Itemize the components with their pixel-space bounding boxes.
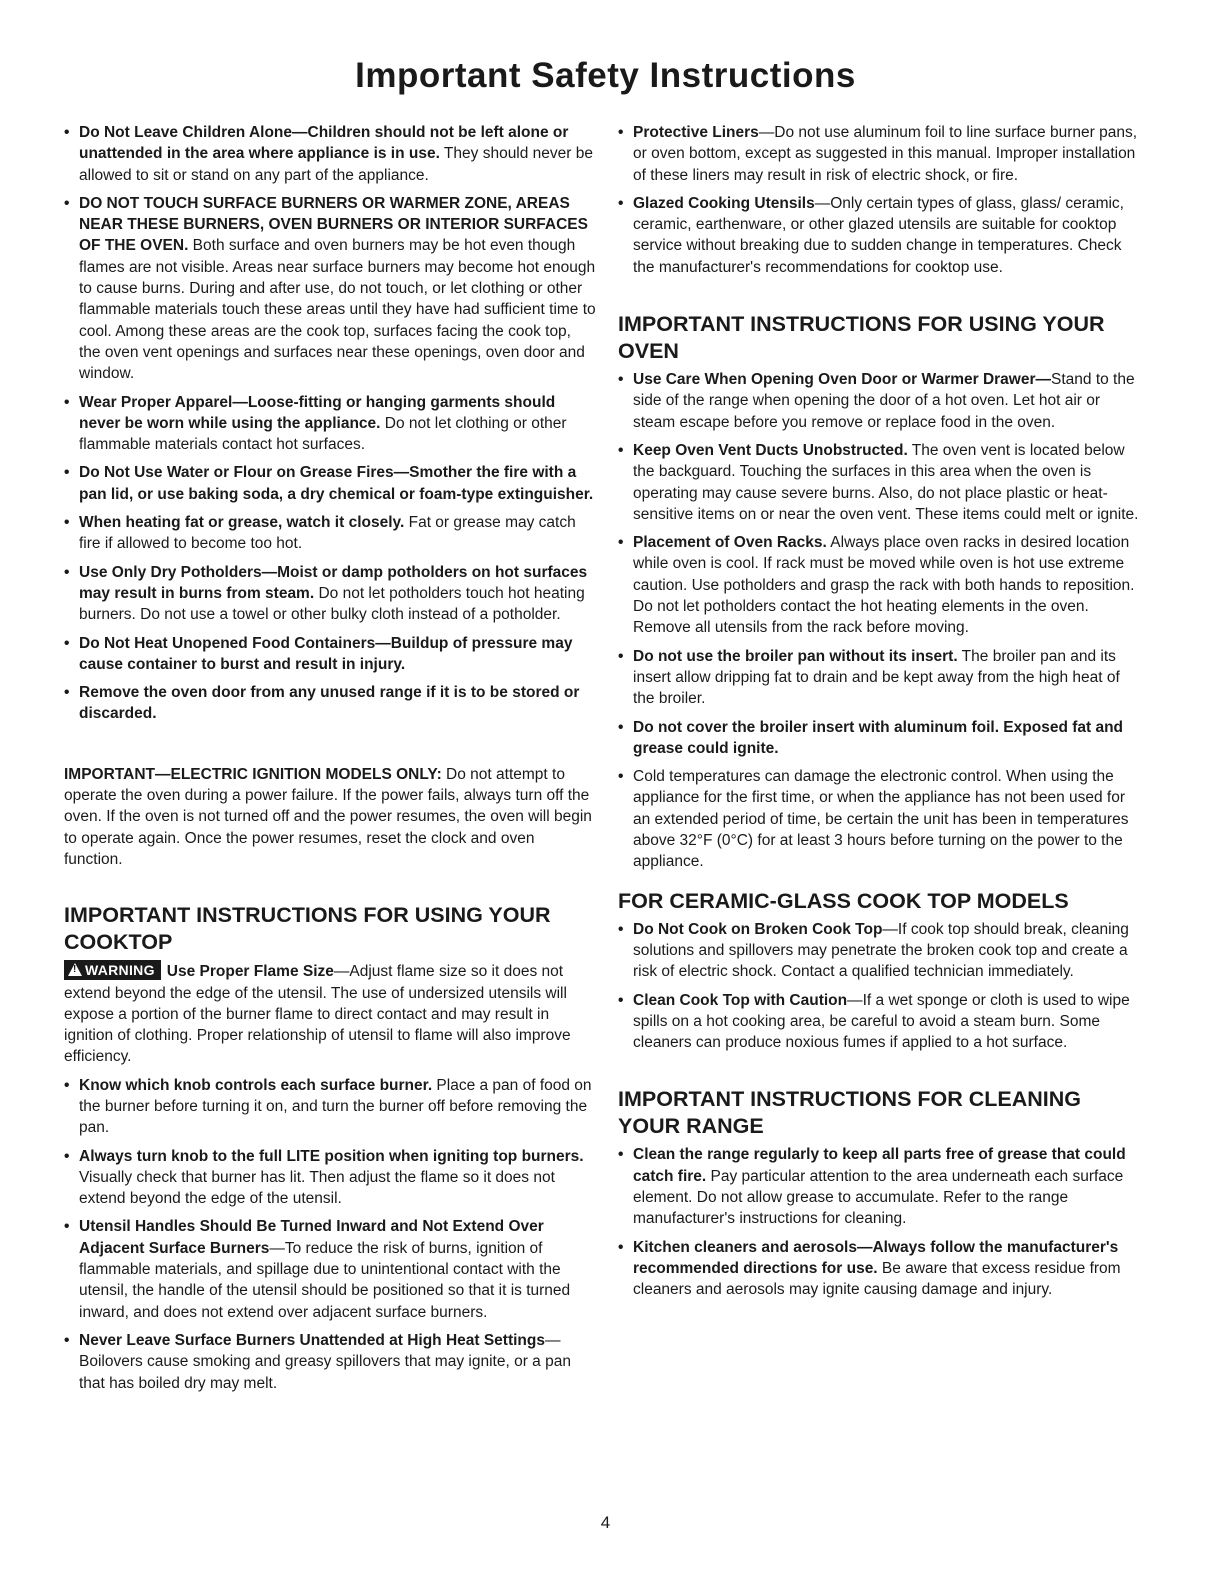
list-item: • Utensil Handles Should Be Turned Inward and Not Extend Over Adjacent Surface Burners—To reduce the risk of burns, ignition of flammable materials, and spillage due to unintentional contact with the utensil, the handle of the utensil should be positioned so that it is turned inward, and does not extend over adjacent surface burners. <box>64 1218 571 1321</box>
list-item: • Remove the oven door from any unused range if it is to be stored or discarded. <box>64 684 580 723</box>
list-item: • When heating fat or grease, watch it closely. Fat or grease may catch fire if allowed to become too hot. <box>64 514 576 553</box>
flame-size-warning: ! WARNING Use Proper Flame Size—Adjust flame size so it does not extend beyond the edge of the utensil. The use of undersized utensils will expose a portion of the burner flame to direct contact and may result in ignition of clothing. Proper relationship of utensil to flame will also improve efficiency. <box>64 962 571 1066</box>
oven-list <box>618 369 1145 873</box>
list-item: • Use Only Dry Potholders—Moist or damp potholders on hot surfaces may result in burns from steam. Do not let potholders touch hot heating burners. Do not use a towel or other bulky cloth instead of a potholder. <box>64 563 588 624</box>
list-item: • Clean Cook Top with Caution—If a wet sponge or cloth is used to wipe spills on a hot cooking area, be careful to avoid a steam burn. Some cleaners can produce noxious fumes if applied to a hot surface. <box>618 991 1130 1052</box>
list-item: • Keep Oven Vent Ducts Unobstructed. The oven vent is located below the backguard. Touching the surfaces in this area when the oven is operating may cause severe burns. Also, do not place plastic or heat-sensitive items on or near the oven vent. These items could melt or ignite. <box>618 441 1139 523</box>
list-item: • Placement of Oven Racks. Always place oven racks in desired location while oven is cool. If rack must be moved while oven is hot use extreme caution. Use potholders and grasp the rack with both hands to reposition. Do not let potholders contact the hot heating elements in the oven. Remove all utensils from the rack before moving. <box>618 534 1135 637</box>
electric-ignition-note: IMPORTANT—ELECTRIC IGNITION MODELS ONLY: Do not attempt to operate the oven during a power failure. If the power fails, always turn off the oven. If the oven is not turned off and the power resumes, the oven will begin to operate again. Once the power resumes, reset the clock and oven function. <box>64 765 592 868</box>
list-item: • Do Not Use Water or Flour on Grease Fires—Smother the fire with a pan lid, or use baking soda, a dry chemical or foam-type extinguisher. <box>64 464 594 503</box>
list-item: • Cold temperatures can damage the electronic control. When using the appliance for the first time, or when the appliance has not been used for an extended period of time, be certain the unit has been in temperatures above 32°F (0°C) for at least 3 hours before turning on the power to the appliance. <box>618 768 1129 871</box>
list-item: • Protective Liners—Do not use aluminum foil to line surface burner pans, or oven bottom, except as suggested in this manual. Improper installation of these liners may result in risk of electric shock, or fire. <box>618 124 1138 184</box>
cleaning-list <box>618 1144 1145 1300</box>
left-column <box>64 122 596 1401</box>
list-item: • Use Care When Opening Oven Door or Warmer Drawer—Stand to the side of the range when opening the door of a hot oven. Let hot air or steam escape before you remove or replace food in the oven. <box>618 371 1135 431</box>
list-item: • Clean the range regularly to keep all parts free of grease that could catch fire. Pay particular attention to the area underneath each surface element. Do not allow grease to accumulate. Refer to the range manufacturer's instructions for cleaning. <box>618 1146 1126 1228</box>
list-item: • Do not cover the broiler insert with aluminum foil. Exposed fat and grease could ignite. <box>618 718 1124 757</box>
page-title: Important Safety Instructions <box>355 56 856 95</box>
warning-badge: ! WARNING <box>64 960 161 980</box>
warning-triangle-icon: ! <box>68 963 82 976</box>
list-item: • Do Not Cook on Broken Cook Top—If cook top should break, cleaning solutions and spillovers may penetrate the broken cook top and create a risk of electric shock. Contact a qualified technician immediately. <box>618 920 1129 981</box>
cooktop-heading: IMPORTANT INSTRUCTIONS FOR USING YOUR COOKTOP <box>64 903 551 955</box>
list-item: • Always turn knob to the full LITE position when igniting top burners. Visually check that burner has lit. Then adjust the flame so it does not extend beyond the edge of the utensil. <box>64 1147 584 1208</box>
right-column <box>618 122 1145 1307</box>
list-item: • Wear Proper Apparel—Loose-fitting or hanging garments should never be worn while using the appliance. Do not let clothing or other flammable materials contact hot surfaces. <box>64 393 567 454</box>
liners-list <box>618 122 1145 278</box>
list-item: • Never Leave Surface Burners Unattended at High Heat Settings—Boilovers cause smoking and greasy spillovers that may ignite, or a pan that has boiled dry may melt. <box>64 1331 571 1392</box>
ceramic-list <box>618 919 1145 1054</box>
list-item: • Do not use the broiler pan without its insert. The broiler pan and its insert allow dripping fat to drain and be kept away from the high heat of the broiler. <box>618 647 1120 708</box>
list-item: • Do Not Leave Children Alone—Children should not be left alone or unattended in the area where appliance is in use. They should never be allowed to sit or stand on any part of the appliance. <box>64 124 593 184</box>
list-item: • Do Not Heat Unopened Food Containers—Buildup of pressure may cause container to burst and result in injury. <box>64 634 573 673</box>
ceramic-heading: FOR CERAMIC-GLASS COOK TOP MODELS <box>618 888 1069 913</box>
list-item: • Kitchen cleaners and aerosols—Always follow the manufacturer's recommended directions for use. Be aware that excess residue from cleaners and aerosols may ignite causing damage and injury. <box>618 1238 1121 1299</box>
page-number: 4 <box>600 1513 611 1532</box>
list-item: • Know which knob controls each surface burner. Place a pan of food on the burner before turning it on, and turn the burner off before removing the pan. <box>64 1076 592 1137</box>
list-item: • Glazed Cooking Utensils—Only certain types of glass, glass/ ceramic, ceramic, earthenware, or other glazed utensils are suitable for cooktop service without breaking due to sudden change in temperatures. Check the manufacturer's recommendations for cooktop use. <box>618 194 1124 276</box>
list-item: • DO NOT TOUCH SURFACE BURNERS OR WARMER ZONE, AREAS NEAR THESE BURNERS, OVEN BURNERS OR INTERIOR SURFACES OF THE OVEN. Both surface and oven burners may be hot even though flames are not visible. Areas near surface burners may become hot enough to cause burns. During and after use, do not touch, or let clothing or other flammable materials touch these areas until they have had sufficient time to cool. Among these areas are the cook top, surfaces facing the cook top, the oven vent openings and surfaces near these openings, oven door and window. <box>64 194 596 383</box>
oven-heading: IMPORTANT INSTRUCTIONS FOR USING YOUR OVEN <box>618 312 1105 364</box>
general-safety-list <box>64 122 596 725</box>
cooktop-list <box>64 1075 596 1394</box>
cleaning-heading: IMPORTANT INSTRUCTIONS FOR CLEANING YOUR RANGE <box>618 1087 1082 1139</box>
